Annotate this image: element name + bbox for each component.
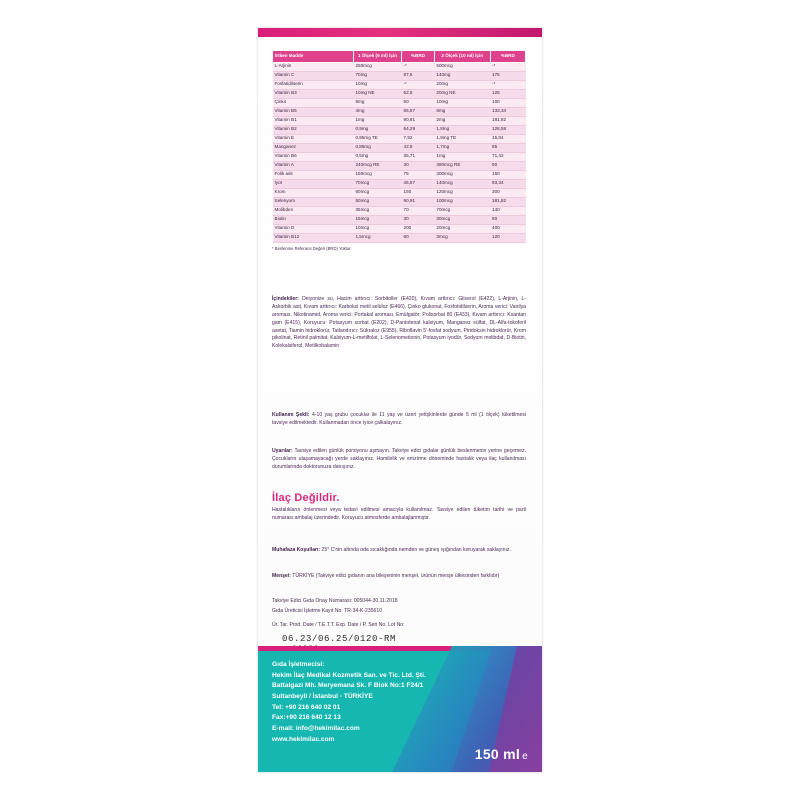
- table-cell-value: 181,82: [490, 197, 525, 206]
- supplement-facts-table: [272, 50, 526, 251]
- table-row: [273, 206, 526, 215]
- table-cell-value: 140mg: [434, 71, 490, 80]
- not-medicine-text: Hastalıkların önlenmesi veya tedavi edilmesi amacıyla kullanılmaz. Tavsiye edilen tüketim tarihi ve parti numarası ambalaj üzerindedir. Koruyucu atmosferde ambalajlanmıştır.: [272, 507, 526, 521]
- origin-block: [272, 573, 526, 581]
- table-cell-ingredient: Fosfatidilserin: [273, 80, 354, 89]
- warnings-block: [272, 448, 526, 472]
- table-cell-value: -*: [402, 62, 435, 71]
- table-cell-value: 70mg: [353, 71, 401, 80]
- table-cell-value: 30mcg: [434, 215, 490, 224]
- table-cell-value: 60mcg: [353, 188, 401, 197]
- table-row: [273, 179, 526, 188]
- origin-title: Menşei:: [272, 573, 291, 579]
- warnings-text: Tavsiye edilen günlük porsiyonu aşmayın. Takviye edici gıdalar günlük beslenmenin yerine geçemez. Çocukların ulaşamayacağı yerde saklayınız. Hamilelik ve emzirme döneminde hastalık veya ilaç kullanılması durumlarında doktorunuza danışınız.: [272, 448, 526, 470]
- company-phone: Tel: +90 216 640 02 01: [272, 703, 341, 711]
- bottom-panel: [258, 646, 542, 772]
- ingredients-text: Deiyonize su, Hacim arttırıcı: Sorbitoller (E420), Kıvam arttırıcı: Gliserol (E422), L-Arjinin, L-Askorbik asit, Kıvam arttırıcı: Karboksi metil selüloz (E466), Çinko glukonat, Fosfotidilserin, Aroma verici: Vanilya aroması, Nikotinamid, Aroma verici: Portakal aroması, Emülgatör: Polisorbat 80 (E433), Kıvam arttırıcı: Ksantan gam (E415), Koruyucu: Potasyum sorbat (E202), D-Pantotenat kalsiyum, Manganez sülfat, DL-Alfa-tokoferil asetat, Tiamin hidroklorür, Tatlandırıcı: Sükraloz (E955), Riboflavin 5'-fosfat sodyum, Piridoksin hidroklorür, Krom pikolinat, Retinil palmitat, Kalsiyum-L-metilfolat, L-Selenometionin, Potasyum iyodür, Sodyum molibdat, D-Biotin, Kolekalsiferol, Metilkobalamin: [272, 296, 526, 350]
- table-row: [273, 197, 526, 206]
- table-cell-value: 71,42: [490, 152, 525, 161]
- table-cell-value: 1,9mg TE: [434, 134, 490, 143]
- table-cell-ingredient: Vitamin B6: [273, 152, 354, 161]
- table-cell-ingredient: Vitamin B1: [273, 116, 354, 125]
- table-cell-value: 10mg NE: [353, 89, 401, 98]
- ingredients-title: İçindekiler:: [272, 296, 299, 302]
- table-cell-value: 70: [402, 206, 435, 215]
- not-medicine-heading-wrap: [272, 490, 526, 507]
- table-cell-ingredient: Molibden: [273, 206, 354, 215]
- table-row: [273, 116, 526, 125]
- table-cell-value: 300mcg: [434, 170, 490, 179]
- table-cell-value: 0,5mg: [353, 152, 401, 161]
- company-label: Gıda İşletmecisi:: [272, 661, 325, 668]
- company-line-3: Sultanbeyli / İstanbul - TÜRKİYE: [272, 693, 373, 701]
- origin-text: TÜRKİYE (Takviye edici gıdanın ana bileşeninin menşei, ürünün menşe ülkesinden farklıdır): [292, 573, 500, 579]
- table-cell-value: 100mcg: [434, 197, 490, 206]
- table-cell-value: 480mcg RE: [434, 161, 490, 170]
- table-cell-value: 75: [402, 170, 435, 179]
- table-cell-value: 10mg: [434, 98, 490, 107]
- table-cell-value: 3mcg: [434, 233, 490, 242]
- table-cell-value: 120: [490, 233, 525, 242]
- table-cell-value: 133,34: [490, 107, 525, 116]
- table-cell-value: 93,34: [490, 179, 525, 188]
- net-volume-value: 150 ml: [474, 746, 521, 762]
- storage-block: [272, 547, 526, 555]
- table-cell-ingredient: Vitamin B5: [273, 107, 354, 116]
- table-cell-value: 60: [490, 215, 525, 224]
- usage-block: [272, 412, 526, 428]
- table-cell-value: 20mcg: [434, 224, 490, 233]
- table-cell-value: -*: [490, 80, 525, 89]
- company-address: [272, 660, 462, 745]
- table-cell-value: 140: [490, 206, 525, 215]
- table-cell-value: 20mg NE: [434, 89, 490, 98]
- usage-text: 4-10 yaş grubu çocuklar ile 11 yaş ve üzeri yetişkinlerde günde 5 ml (1 ölçek) tüketilmesi tavsiye edilmektedir. Kullanmadan önce iyice çalkalayınız.: [272, 412, 527, 426]
- table-cell-value: 500mcg: [434, 62, 490, 71]
- table-header-cell-ingredient: Etken Madde: [273, 51, 354, 63]
- table-row: [273, 143, 526, 152]
- table-cell-value: 100: [490, 98, 525, 107]
- table-cell-ingredient: Manganez: [273, 143, 354, 152]
- table-cell-ingredient: Vitamin B12: [273, 233, 354, 242]
- table-row: [273, 161, 526, 170]
- table-cell-value: 120mcg: [434, 188, 490, 197]
- date-line: Ür. Tar. Prod. Date / T.E.T.T. Exp. Date / P. Seri No. Lot No:: [272, 622, 405, 628]
- table-cell-value: 150: [490, 170, 525, 179]
- table-cell-value: 200: [402, 224, 435, 233]
- table-cell-value: 60: [490, 161, 525, 170]
- table-cell-value: 70mcg: [353, 179, 401, 188]
- company-line-1: Hekim İlaç Medikal Kozmetik San. ve Tic. Ltd. Şti.: [272, 671, 426, 679]
- table-header-cell-dose1: 1 Ölçek (5 ml) İçin: [353, 51, 401, 63]
- company-fax: Fax:+90 216 640 12 13: [272, 714, 341, 722]
- table-row: [273, 71, 526, 80]
- table-cell-value: 10mg: [353, 80, 401, 89]
- table-cell-value: 0,9mg: [353, 125, 401, 134]
- table-row: [273, 98, 526, 107]
- table-cell-value: 5mg: [353, 98, 401, 107]
- table-row: [273, 233, 526, 242]
- table-row: [273, 188, 526, 197]
- table-cell-value: 60: [402, 233, 435, 242]
- table-cell-ingredient: Krom: [273, 188, 354, 197]
- table-cell-value: 1mg: [434, 152, 490, 161]
- table-cell-value: 35,71: [402, 152, 435, 161]
- table-cell-value: 181,82: [490, 116, 525, 125]
- table-cell-value: 70mcg: [434, 206, 490, 215]
- table-cell-value: 1,7mg: [434, 143, 490, 152]
- estimated-sign: e: [522, 751, 528, 762]
- table-cell-value: 8mg: [434, 107, 490, 116]
- table-row: [273, 152, 526, 161]
- company-website[interactable]: www.hekimilac.com: [272, 735, 335, 743]
- table-cell-ingredient: İyot: [273, 179, 354, 188]
- table-cell-value: 30: [402, 161, 435, 170]
- table-cell-value: -*: [490, 62, 525, 71]
- table-cell-value: 128,58: [490, 125, 525, 134]
- table-cell-value: 50mcg: [353, 197, 401, 206]
- table-row: [273, 89, 526, 98]
- batch-code-line1: 06.23/06.25/0120-RM: [282, 634, 397, 644]
- table-cell-value: 150mcg: [353, 170, 401, 179]
- table-cell-value: 140mcg: [434, 179, 490, 188]
- table-cell-ingredient: Folik asit: [273, 170, 354, 179]
- table-cell-value: 240mcg RE: [353, 161, 401, 170]
- table-cell-value: 400: [490, 224, 525, 233]
- table-row: [273, 107, 526, 116]
- table-cell-value: 150: [402, 188, 435, 197]
- table-cell-value: 1,5mcg: [353, 233, 401, 242]
- storage-text: 25° C'nin altında oda sıcaklığında nemden ve güneş ışığından koruyarak saklayınız.: [321, 547, 511, 553]
- table-cell-value: 1mg: [353, 116, 401, 125]
- table-cell-value: 4mg: [353, 107, 401, 116]
- table-cell-value: 50: [402, 98, 435, 107]
- top-color-band: [258, 28, 542, 37]
- table-cell-value: 300: [490, 188, 525, 197]
- table-cell-value: 90,91: [402, 197, 435, 206]
- registration-line: Gıda Üreticisi İşletme Kayıt No: TR-34-K-235610: [272, 608, 383, 614]
- table-cell-ingredient: Vitamin B2: [273, 125, 354, 134]
- table-cell-value: 10mcg: [353, 224, 401, 233]
- table-cell-ingredient: L-Arjinin: [273, 62, 354, 71]
- table-cell-ingredient: Vitamin C: [273, 71, 354, 80]
- usage-title: Kullanım Şekli:: [272, 412, 310, 418]
- table-footnote: * Beslenme Referans Değeri (BRD) Yoktur.: [272, 245, 352, 251]
- product-box: [258, 28, 542, 772]
- table-cell-value: 7,92: [402, 134, 435, 143]
- warnings-title: Uyarılar:: [272, 448, 293, 454]
- table-cell-value: 15,84: [490, 134, 525, 143]
- storage-title: Muhafaza Koşulları:: [272, 547, 321, 553]
- table-header-cell-brd2: %BRD: [490, 51, 525, 63]
- table-cell-value: -*: [402, 80, 435, 89]
- table-cell-value: 15mcg: [353, 215, 401, 224]
- company-line-2: Battalgazi Mh. Meryemana Sk. F Blok No:1 F24/1: [272, 682, 424, 690]
- table-cell-value: 42,5: [402, 143, 435, 152]
- table-row: [273, 215, 526, 224]
- table-header-cell-dose2: 2 Ölçek (10 ml) İçin: [434, 51, 490, 63]
- table-cell-value: 30: [402, 215, 435, 224]
- table-header-row: [273, 51, 526, 63]
- table-cell-value: 35mcg: [353, 206, 401, 215]
- table-cell-value: 90,91: [402, 116, 435, 125]
- table-cell-ingredient: Çinko: [273, 98, 354, 107]
- ingredients-block: [272, 296, 526, 351]
- table-cell-ingredient: Vitamin A: [273, 161, 354, 170]
- table-cell-value: 2mg: [434, 116, 490, 125]
- table-cell-ingredient: Biotin: [273, 215, 354, 224]
- not-medicine-text-block: [272, 507, 526, 523]
- table-row: [273, 134, 526, 143]
- table-cell-value: 46,67: [402, 179, 435, 188]
- not-medicine-title: İlaç Değildir.: [272, 492, 340, 504]
- table-cell-value: 87,5: [402, 71, 435, 80]
- table-cell-ingredient: Vitamin B3: [273, 89, 354, 98]
- table-cell-value: 0,95mg TE: [353, 134, 401, 143]
- company-email[interactable]: E-mail: info@hekimilac.com: [272, 725, 360, 733]
- table-cell-value: 85: [490, 143, 525, 152]
- table-cell-value: 20mg: [434, 80, 490, 89]
- table-row: [273, 224, 526, 233]
- table-row: [273, 170, 526, 179]
- table-cell-ingredient: Vitamin D: [273, 224, 354, 233]
- table-cell-ingredient: Vitamin E: [273, 134, 354, 143]
- table-cell-value: 66,67: [402, 107, 435, 116]
- table-cell-ingredient: Selenyum: [273, 197, 354, 206]
- table-cell-value: 175: [490, 71, 525, 80]
- table-cell-value: 64,29: [402, 125, 435, 134]
- table-row: [273, 62, 526, 71]
- net-volume: [475, 746, 528, 762]
- table-cell-value: 1,8mg: [434, 125, 490, 134]
- table-row: [273, 80, 526, 89]
- table-header-cell-brd1: %BRD: [402, 51, 435, 63]
- table-cell-value: 0,85mg: [353, 143, 401, 152]
- table-row: [273, 125, 526, 134]
- table-cell-value: 250mcg: [353, 62, 401, 71]
- table-cell-value: 62,5: [402, 89, 435, 98]
- approval-line: Takviye Edici Gıda Onay Numarası: 005044-30.11.2018: [272, 598, 398, 604]
- table-cell-value: 125: [490, 89, 525, 98]
